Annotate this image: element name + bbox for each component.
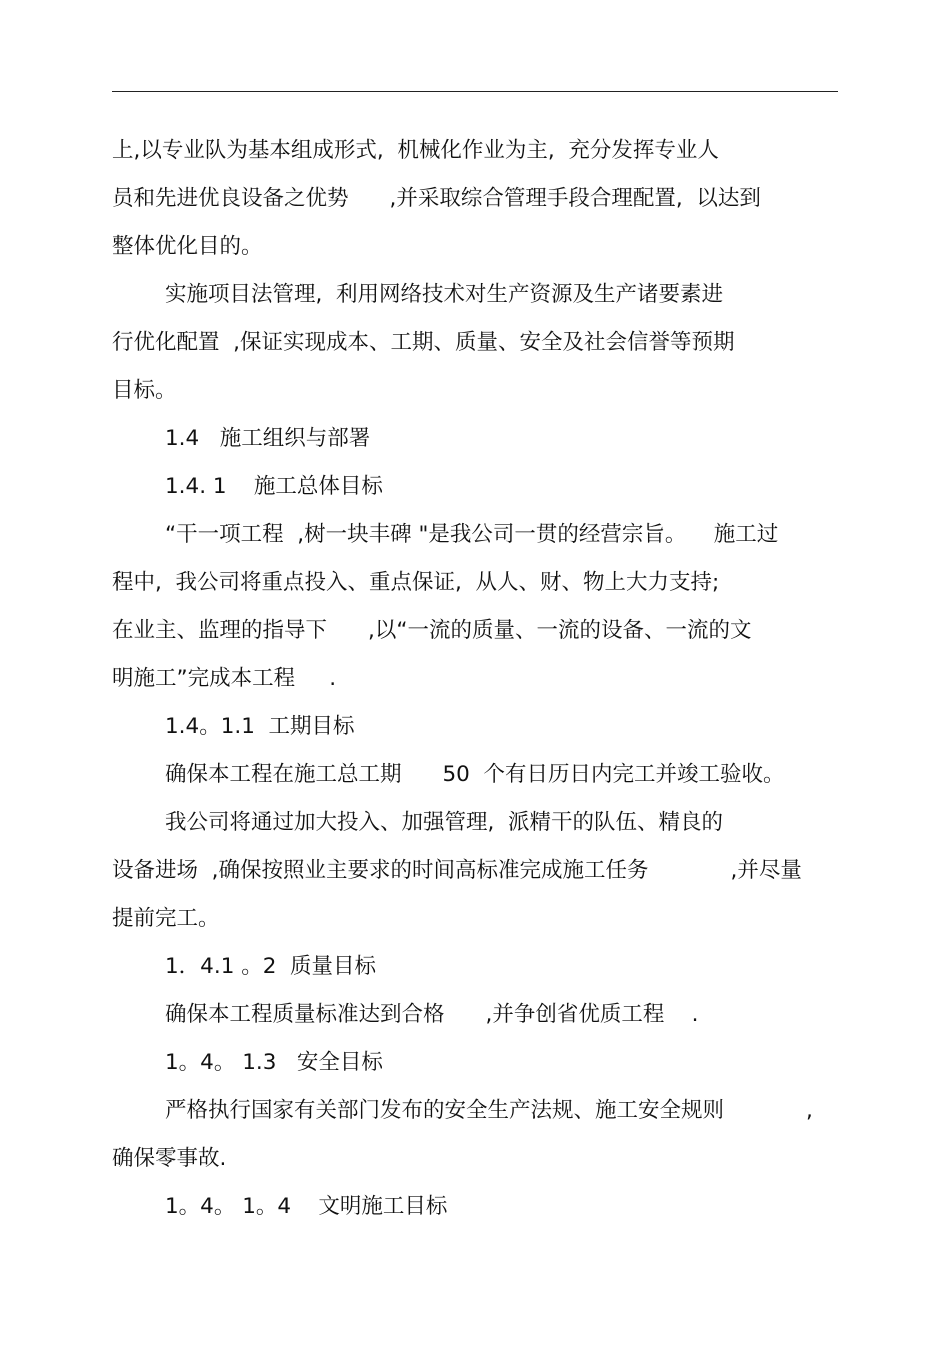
body-line-9: “干一项工程 ,树一块丰碑 "是我公司一贯的经营宗旨。 施工过 <box>165 522 779 547</box>
body-line-1: 上,以专业队为基本组成形式, 机械化作业为主, 充分发挥专业人 <box>112 138 719 163</box>
body-line-21: 严格执行国家有关部门发布的安全生产法规、施工安全规则 , <box>165 1098 813 1123</box>
safety-goal-heading: 1。4。 1.3 安全目标 <box>165 1050 383 1075</box>
body-line-6: 目标。 <box>112 378 177 403</box>
quality-goal-heading: 1．4.1 。2 质量目标 <box>165 954 377 979</box>
civilized-construction-heading: 1。4。 1。4 文明施工目标 <box>165 1194 448 1219</box>
body-line-19: 确保本工程质量标准达到合格 ,并争创省优质工程 . <box>165 1002 699 1027</box>
body-line-10: 程中, 我公司将重点投入、重点保证, 从人、财、物上大力支持; <box>112 570 720 595</box>
body-line-3: 整体优化目的。 <box>112 234 263 259</box>
body-line-12: 明施工”完成本工程 . <box>112 666 337 691</box>
section-heading: 1.4 施工组织与部署 <box>165 426 371 451</box>
body-line-11: 在业主、监理的指导下 ,以“一流的质量、一流的设备、一流的文 <box>112 618 752 643</box>
header-rule <box>112 91 838 92</box>
body-line-5: 行优化配置 ,保证实现成本、工期、质量、安全及社会信誉等预期 <box>112 330 735 355</box>
subsection-heading: 1.4. 1 施工总体目标 <box>165 474 383 499</box>
body-line-2: 员和先进优良设备之优势 ,并采取综合管理手段合理配置, 以达到 <box>112 186 761 211</box>
body-line-4: 实施项目法管理, 利用网络技术对生产资源及生产诸要素进 <box>165 282 724 307</box>
body-line-17: 提前完工。 <box>112 906 220 931</box>
body-line-22: 确保零事故. <box>112 1146 227 1171</box>
body-line-16: 设备进场 ,确保按照业主要求的时间高标准完成施工任务 ,并尽量 <box>112 858 802 883</box>
body-line-14: 确保本工程在施工总工期 50 个有日历日内完工并竣工验收。 <box>165 762 785 787</box>
body-line-15: 我公司将通过加大投入、加强管理, 派精干的队伍、精良的 <box>165 810 724 835</box>
schedule-goal-heading: 1.4。1.1 工期目标 <box>165 714 355 739</box>
